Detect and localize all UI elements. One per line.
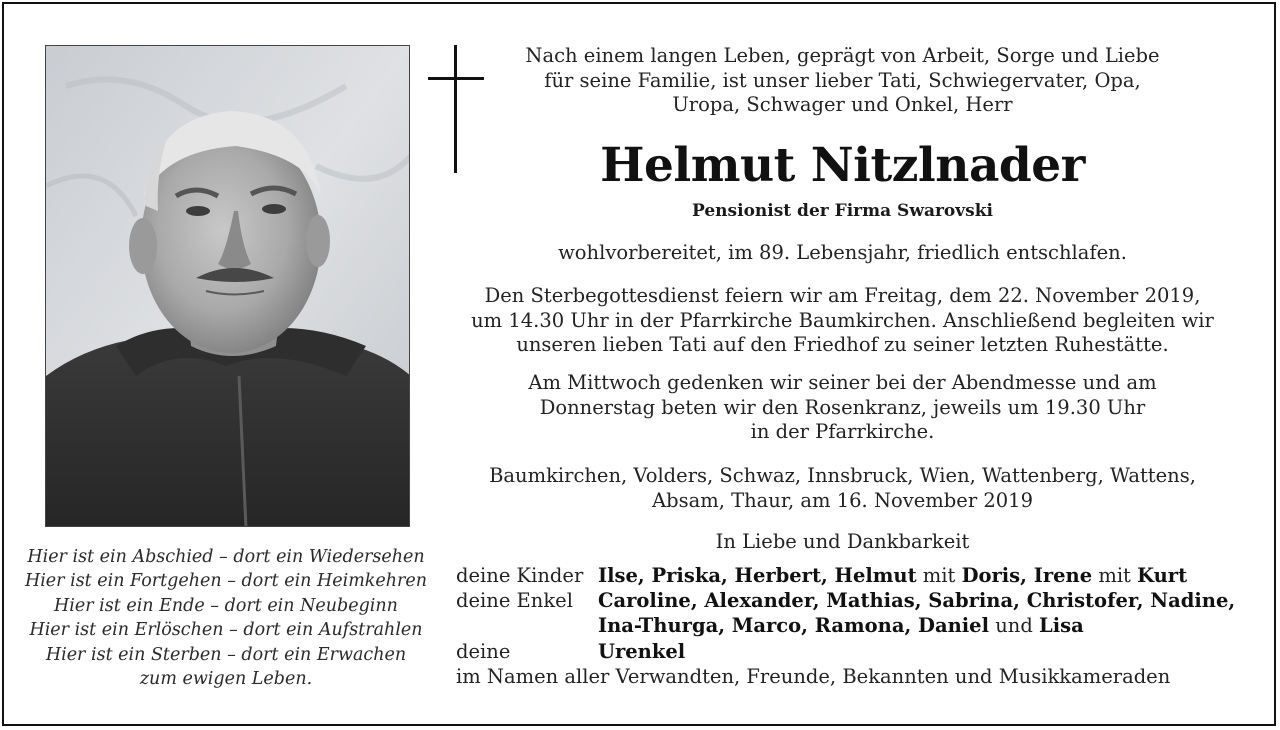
intro-line: Nach einem langen Leben, geprägt von Arbeit, Sorge und Liebe xyxy=(525,44,1160,67)
service-line: um 14.30 Uhr in der Pfarrkirche Baumkirchen. Anschließend begleiten wir xyxy=(471,308,1214,332)
children-label: deine Kinder xyxy=(456,564,584,587)
grandchildren-row-2 xyxy=(456,613,1256,638)
great-grandchildren-label: deine xyxy=(456,639,511,663)
connector: mit xyxy=(1092,564,1138,587)
rosary-info xyxy=(440,371,1245,445)
grandchildren-names-2b: Lisa xyxy=(1039,614,1084,638)
service-line: unseren lieben Tati auf den Friedhof zu seiner letzten Ruhestätte. xyxy=(516,333,1169,356)
rosary-line: Am Mittwoch gedenken wir seiner bei der Abendmesse und am xyxy=(528,371,1157,394)
poem xyxy=(20,545,432,691)
great-grandchildren: Urenkel xyxy=(598,639,686,663)
intro-line: Uropa, Schwager und Onkel, Herr xyxy=(672,93,1013,116)
poem-line: zum ewigen Leben. xyxy=(139,669,313,690)
death-statement xyxy=(440,241,1245,266)
intro-line: für seine Familie, ist unser lieber Tati, Schwiegervater, Opa, xyxy=(544,68,1141,92)
family-list xyxy=(456,563,1256,689)
connector: und xyxy=(989,614,1039,638)
deceased-name: Helmut Nitzlnader xyxy=(600,138,1085,193)
rosary-line: in der Pfarrkirche. xyxy=(750,420,935,443)
relatives-line: im Namen aller Verwandten, Freunde, Bekannten und Musikkameraden xyxy=(456,664,1171,688)
grandchildren-names-1: Caroline, Alexander, Mathias, Sabrina, Christofer, Nadine, xyxy=(598,589,1236,613)
occupation: Pensionist der Firma Swarovski xyxy=(692,201,993,221)
rosary-line: Donnerstag beten wir den Rosenkranz, jeweils um 19.30 Uhr xyxy=(539,395,1146,419)
closing xyxy=(440,530,1245,555)
great-grandchildren-row xyxy=(456,639,1256,664)
closing-line: In Liebe und Dankbarkeit xyxy=(715,530,970,553)
intro-text xyxy=(440,44,1245,118)
children-names-1: Ilse, Priska, Herbert, Helmut xyxy=(598,564,917,587)
grandchildren-label: deine Enkel xyxy=(456,589,573,613)
children-names-2: Doris, Irene xyxy=(961,564,1093,587)
poem-line: Hier ist ein Abschied – dort ein Wiedersehen xyxy=(27,547,425,567)
poem-line: Hier ist ein Sterben – dort ein Erwachen xyxy=(45,644,407,665)
relatives-row xyxy=(456,664,1256,689)
poem-line: Hier ist ein Fortgehen – dort ein Heimkehren xyxy=(24,571,428,592)
service-line: Den Sterbegottesdienst feiern wir am Freitag, dem 22. November 2019, xyxy=(484,284,1201,307)
places-line: Absam, Thaur, am 16. November 2019 xyxy=(652,488,1033,512)
service-info xyxy=(440,284,1245,358)
children-row xyxy=(456,563,1256,588)
poem-line: Hier ist ein Erlöschen – dort ein Aufstrahlen xyxy=(29,620,423,641)
places-date xyxy=(440,464,1245,513)
places-line: Baumkirchen, Volders, Schwaz, Innsbruck, Wien, Wattenberg, Wattens, xyxy=(489,464,1196,487)
children-names xyxy=(598,563,1187,588)
children-names-3: Kurt xyxy=(1137,564,1188,587)
connector: mit xyxy=(916,564,962,587)
grandchildren-names-2a: Ina-Thurga, Marco, Ramona, Daniel xyxy=(598,614,989,638)
death-line: wohlvorbereitet, im 89. Lebensjahr, friedlich entschlafen. xyxy=(558,241,1127,264)
poem-line: Hier ist ein Ende – dort ein Neubeginn xyxy=(54,595,398,616)
grandchildren-row xyxy=(456,588,1256,613)
grandchildren-names-2 xyxy=(598,613,1084,638)
portrait-photo xyxy=(45,45,410,527)
